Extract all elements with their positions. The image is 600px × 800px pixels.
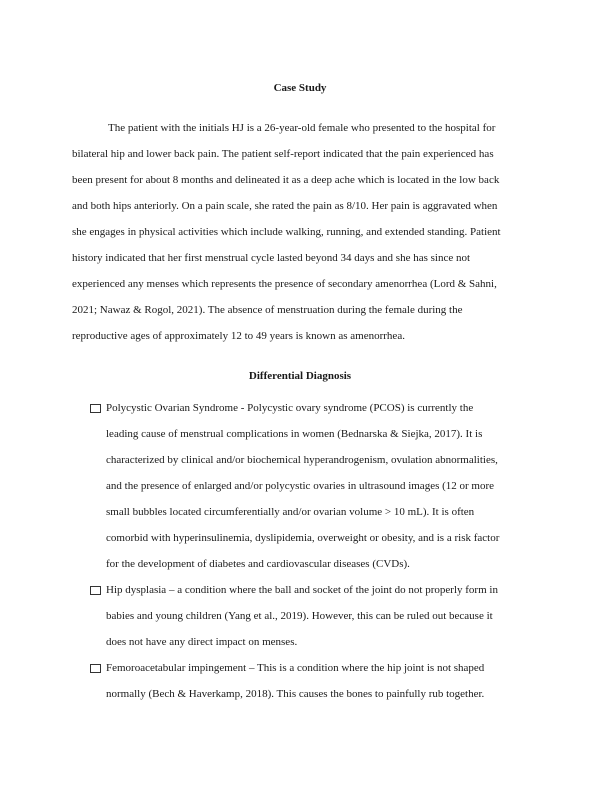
list-item-line: leading cause of menstrual complications in women (Bednarska & Siejka, 2017). It is (106, 428, 483, 440)
list-item-line: Hip dysplasia – a condition where the ball and socket of the joint do not properly form in (106, 584, 498, 596)
paragraph-line: and both hips anteriorly. On a pain scale, she rated the pain as 8/10. Her pain is aggravated when (72, 200, 498, 212)
paragraph-line: bilateral hip and lower back pain. The patient self-report indicated that the pain experienced has (72, 148, 494, 160)
list-item-line: Femoroacetabular impingement – This is a condition where the hip joint is not shaped (106, 662, 485, 674)
list-item-line: babies and young children (Yang et al., 2019). However, this can be ruled out because it (106, 610, 493, 622)
paragraph-line: 2021; Nawaz & Rogol, 2021). The absence of menstruation during the female during the (72, 304, 463, 316)
differential-diagnosis-heading: Differential Diagnosis (248, 370, 352, 382)
paragraph-line: history indicated that her first menstrual cycle lasted beyond 34 days and she has since not (72, 252, 471, 264)
case-study-heading: Case Study (273, 82, 327, 94)
bullet-box-icon (90, 586, 101, 595)
list-item-line: small bubbles located circumferentially and/or ovarian volume > 10 mL). It is often (106, 506, 475, 518)
list-item-line: comorbid with hyperinsulinemia, dyslipidemia, overweight or obesity, and is a risk factor (106, 532, 500, 544)
list-item-pcos (90, 395, 530, 577)
differential-list (90, 395, 530, 707)
paragraph-line: reproductive ages of approximately 12 to 49 years is known as amenorrhea. (72, 330, 405, 342)
list-item-line: and the presence of enlarged and/or polycystic ovaries in ultrasound images (12 or more (106, 480, 495, 492)
paragraph-line: been present for about 8 months and delineated it as a deep ache which is located in the low back (72, 174, 500, 186)
list-item-line: for the development of diabetes and cardiovascular diseases (CVDs). (106, 558, 410, 570)
paragraph-line: experienced any menses which represents the presence of secondary amenorrhea (Lord & Sahni, (72, 278, 497, 290)
list-item-line: Polycystic Ovarian Syndrome - Polycystic ovary syndrome (PCOS) is currently the (106, 402, 474, 414)
list-item-hip-dysplasia (90, 577, 530, 655)
list-item-line: normally (Bech & Haverkamp, 2018). This causes the bones to painfully rub together. (106, 688, 485, 700)
paragraph-line: she engages in physical activities which include walking, running, and extended standing. Patient (72, 226, 501, 238)
paragraph-line: The patient with the initials HJ is a 26-year-old female who presented to the hospital for (108, 122, 496, 134)
list-item-line: characterized by clinical and/or biochemical hyperandrogenism, ovulation abnormalities, (106, 454, 498, 466)
bullet-box-icon (90, 664, 101, 673)
list-item-femoroacetabular-impingement (90, 655, 530, 707)
case-study-paragraph (72, 115, 528, 349)
bullet-box-icon (90, 404, 101, 413)
list-item-line: does not have any direct impact on menses. (106, 636, 298, 648)
